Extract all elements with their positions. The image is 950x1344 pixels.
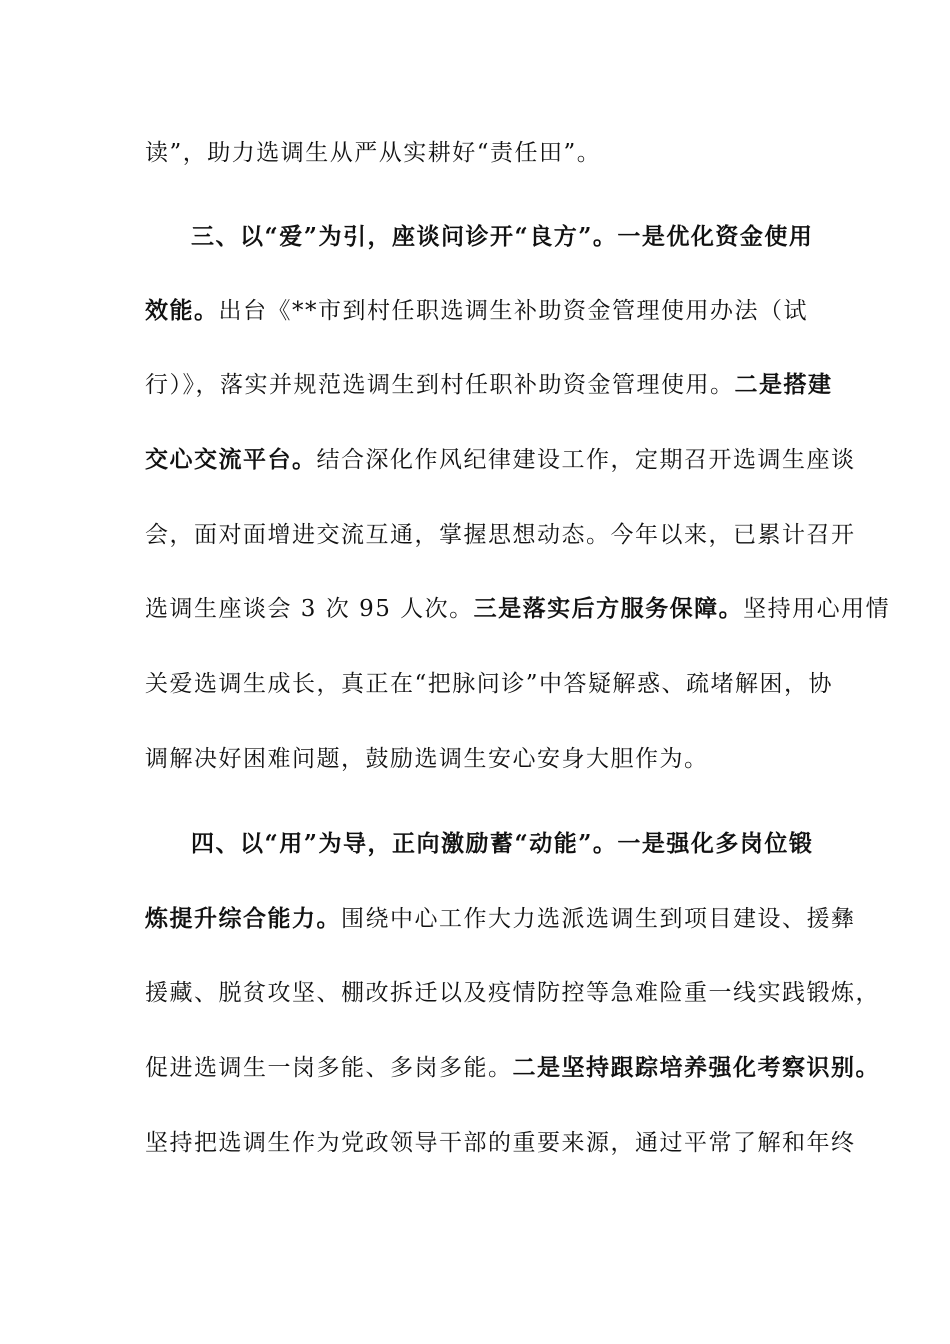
bold-run: 炼提升综合能力。 (145, 905, 341, 932)
text-line-7 (145, 594, 890, 624)
text-run: 援藏、脱贫攻坚、棚改拆迁以及疫情防控等急难险重一线实践锻炼， (145, 980, 880, 1006)
text-line-13 (145, 1053, 880, 1083)
text-line-14 (145, 1128, 856, 1158)
text-line-6 (145, 520, 856, 550)
text-run: 坚持用心用情 (743, 596, 891, 622)
text-line-11 (145, 904, 856, 934)
bold-run: 交心交流平台。 (145, 446, 317, 473)
bold-run: 二是坚持跟踪培养强化考察识别。 (512, 1054, 880, 1081)
heading-section-3 (191, 222, 813, 252)
text-line-1 (145, 138, 601, 168)
heading-section-4 (191, 829, 813, 859)
text-run: 围绕中心工作大力选派选调生到项目建设、援彝 (341, 906, 856, 932)
bold-run: 二是搭建 (734, 371, 833, 398)
text-run: 关爱选调生成长，真正在“把脉问诊”中答疑解惑、疏堵解困，协 (145, 671, 834, 697)
bold-run: 效能。 (145, 297, 219, 324)
text-run: 出台《**市到村任职选调生补助资金管理使用办法（试 (218, 298, 808, 324)
text-run: 选调生座谈会 3 次 95 人次。 (145, 596, 474, 622)
text-run: 会，面对面增进交流互通，掌握思想动态。今年以来，已累计召开 (145, 522, 856, 548)
text-line-3 (145, 296, 808, 326)
text-line-8 (145, 669, 833, 699)
text-run: 促进选调生一岗多能、多岗多能。 (145, 1055, 513, 1081)
text-line-4 (145, 370, 833, 400)
bold-run: 三、以“爱”为引，座谈问诊开“良方”。一是优化资金使用 (191, 223, 814, 250)
text-line-5 (145, 445, 856, 475)
text-run: 结合深化作风纪律建设工作，定期召开选调生座谈 (316, 447, 856, 473)
text-line-12 (145, 978, 880, 1008)
text-run: 调解决好困难问题，鼓励选调生安心安身大胆作为。 (145, 746, 709, 772)
text-run: 行）》，落实并规范选调生到村任职补助资金管理使用。 (145, 372, 735, 398)
bold-run: 四、以“用”为导，正向激励蓄“动能”。一是强化多岗位锻 (191, 830, 814, 857)
bold-run: 三是落实后方服务保障。 (473, 595, 744, 622)
text-line-9 (145, 744, 709, 774)
text-run: 读”，助力选调生从严从实耕好“责任田”。 (145, 140, 602, 166)
text-run: 坚持把选调生作为党政领导干部的重要来源，通过平常了解和年终 (145, 1130, 856, 1156)
